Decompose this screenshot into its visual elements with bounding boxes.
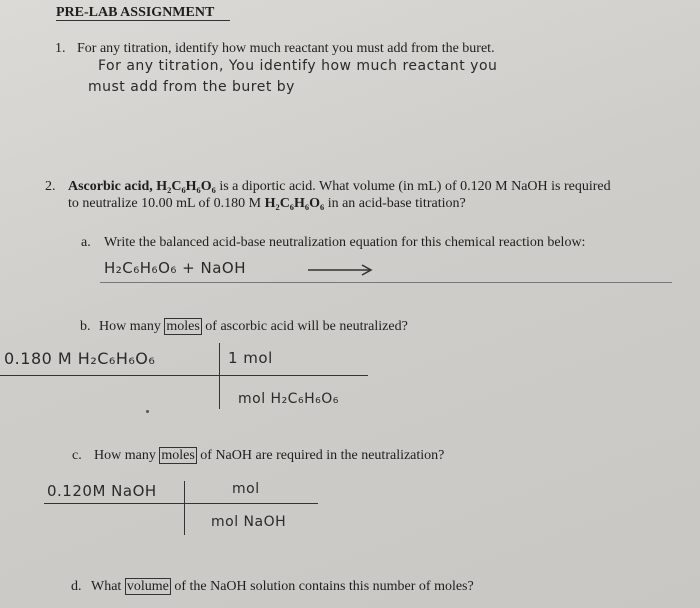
q2b-text-pre: How many xyxy=(99,319,161,334)
q2c-text-pre: How many xyxy=(94,448,156,463)
q2d-text-post: of the NaOH solution contains this number of moles? xyxy=(174,579,474,594)
q2c-boxed-word: moles xyxy=(161,448,195,463)
q2b-left-cell: 0.180 M H₂C₆H₆O₆ xyxy=(4,349,156,368)
q2-text-line2 xyxy=(68,195,466,212)
q2b-table-rule xyxy=(0,375,368,376)
q2a-answer-line xyxy=(100,282,672,283)
q1-answer-line1: For any titration, You identify how much reactant you xyxy=(98,58,498,74)
q2-number: 2. xyxy=(45,179,56,194)
q2-text-line2-compound: H₂C₆H₆O₆ xyxy=(264,196,325,211)
q2c-text xyxy=(94,447,444,464)
q1-number: 1. xyxy=(55,41,66,56)
q2c-top-right: mol xyxy=(232,481,260,497)
q2b-text-post: of ascorbic acid will be neutralized? xyxy=(205,319,408,334)
q2b-table-divider xyxy=(219,343,220,409)
q2d-boxed-word: volume xyxy=(126,579,169,594)
paper-speck xyxy=(146,410,149,413)
page-title: PRE-LAB ASSIGNMENT xyxy=(56,5,215,20)
q2c-left-cell: 0.120M NaOH xyxy=(47,482,157,500)
q2b-text xyxy=(99,318,408,335)
q2-text-line1 xyxy=(68,178,611,195)
q2c-bottom-right: mol NaOH xyxy=(211,514,287,530)
q2-text-line2-start: to neutralize 10.00 mL of 0.180 M xyxy=(68,196,265,211)
title-underline xyxy=(56,20,230,21)
q2c-label: c. xyxy=(72,448,82,463)
q1-answer-line2: must add from the buret by xyxy=(88,79,295,95)
q2a-answer-equation: H₂C₆H₆O₆ + NaOH xyxy=(104,259,246,277)
q2b-boxed-word: moles xyxy=(166,319,200,334)
q1-text: For any titration, identify how much reactant you must add from the buret. xyxy=(77,41,495,56)
q2a-text: Write the balanced acid-base neutralization equation for this chemical reaction below: xyxy=(104,235,586,250)
q2b-bottom-right: mol H₂C₆H₆O₆ xyxy=(238,391,339,407)
q2-bold-compound: Ascorbic acid, H₂C₆H₆O₆ xyxy=(68,179,216,194)
q2b-top-right: 1 mol xyxy=(228,349,273,367)
q2d-label: d. xyxy=(71,579,82,594)
q2c-table-rule xyxy=(44,503,318,504)
q2c-text-post: of NaOH are required in the neutralization? xyxy=(200,448,445,463)
q2a-label: a. xyxy=(81,235,91,250)
q2b-label: b. xyxy=(80,319,91,334)
q2-text-line1-rest: is a diportic acid. What volume (in mL) of 0.120 M NaOH is required xyxy=(215,179,611,194)
q2c-table-divider xyxy=(184,481,185,535)
q2-text-line2-end: in an acid-base titration? xyxy=(324,196,466,211)
reaction-arrow-icon xyxy=(306,264,376,276)
q2d-text xyxy=(91,578,474,595)
q2d-text-pre: What xyxy=(91,579,122,594)
